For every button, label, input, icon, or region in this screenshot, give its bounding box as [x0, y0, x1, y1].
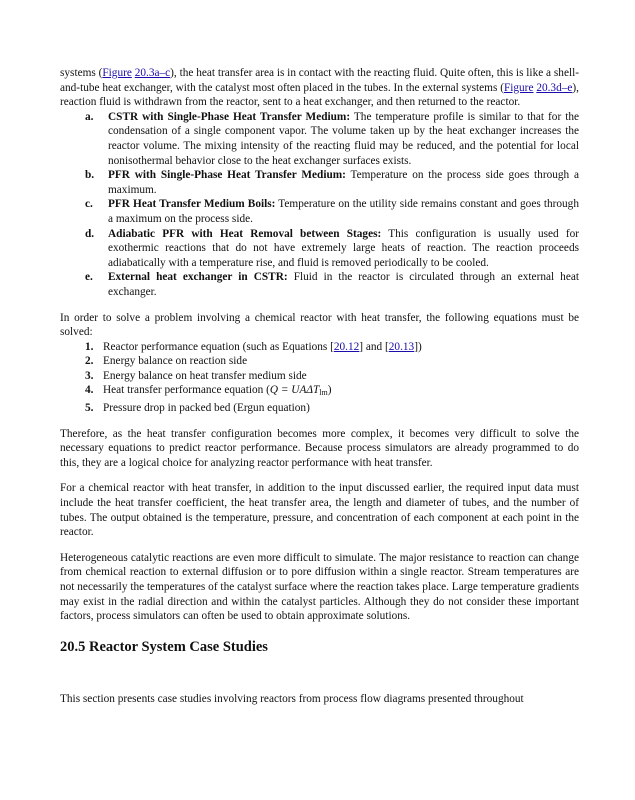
- intro-text: ), the heat transfer area is in contact with the reacting fluid. Quite often, this is like a shell-and-tube heat exchanger, with the catalyst most often placed in the tubes. In the external systems (: [60, 67, 580, 94]
- list-marker: 1.: [85, 340, 94, 353]
- list-item: [60, 110, 579, 168]
- equations-list: [60, 340, 579, 416]
- list-item-heading: PFR Heat Transfer Medium Boils:: [108, 198, 276, 211]
- list-item-text: ] and [: [359, 340, 389, 353]
- list-item: [60, 354, 579, 369]
- list-item: [60, 197, 579, 226]
- list-item-text: Temperature on the process side goes through a maximum.: [108, 169, 579, 196]
- list-marker: 3.: [85, 369, 94, 382]
- heat-transfer-formula: Q = UAΔT: [269, 384, 320, 397]
- intro-text: ), reaction fluid is withdrawn from the reactor, sent to a heat exchanger, and then returned to the reactor.: [60, 81, 579, 109]
- list-marker: 2.: [85, 355, 94, 368]
- intro-paragraph: [60, 66, 579, 110]
- list-item-heading: External heat exchanger in CSTR:: [108, 271, 288, 284]
- list-item-text: Energy balance on heat transfer medium side: [103, 369, 307, 382]
- figure-link[interactable]: Figure: [503, 81, 534, 94]
- figure-20-3d-e-link[interactable]: 20.3d–e: [536, 81, 573, 94]
- figure-link[interactable]: Figure: [102, 67, 132, 79]
- list-item-text: Reactor performance equation (such as Equations [: [103, 340, 334, 353]
- list-marker: c.: [85, 198, 93, 211]
- list-item-text: Pressure drop in packed bed (Ergun equation): [103, 402, 310, 415]
- complexity-paragraph: Therefore, as the heat transfer configuration becomes more complex, it becomes very difficult to solve the necessary equations to predict reactor performance. Because process simulators are already programmed to do this, they are a logical choice for analyzing reactor performance with heat transfer.: [60, 427, 579, 469]
- figure-20-3a-c-link[interactable]: 20.3a–c: [134, 67, 171, 79]
- list-item: [60, 340, 579, 355]
- equation-20-13-link[interactable]: 20.13: [388, 340, 415, 353]
- list-item-heading: PFR with Single-Phase Heat Transfer Medium:: [108, 169, 346, 182]
- list-item: [60, 227, 579, 271]
- list-item-text: Energy balance on reaction side: [103, 355, 248, 368]
- page-body: [60, 66, 579, 706]
- list-item-text: ): [327, 384, 332, 397]
- list-item: [60, 168, 579, 197]
- formula-subscript: lm: [319, 388, 328, 398]
- intro-text: systems (: [60, 67, 103, 79]
- list-item-text: ]): [414, 340, 422, 353]
- list-item-heading: CSTR with Single-Phase Heat Transfer Medium:: [108, 110, 351, 123]
- list-marker: 4.: [85, 384, 94, 397]
- list-item-text: Fluid in the reactor is circulated through an external heat exchanger.: [108, 271, 580, 298]
- list-item: [60, 369, 579, 384]
- equations-intro: In order to solve a problem involving a chemical reactor with heat transfer, the following equations must be solved:: [60, 311, 579, 339]
- equation-20-12-link[interactable]: 20.12: [333, 340, 360, 353]
- list-marker: d.: [85, 227, 95, 240]
- list-item-text: Heat transfer performance equation (: [103, 384, 270, 397]
- heterogeneous-paragraph: Heterogeneous catalytic reactions are even more difficult to simulate. The major resistance to reaction can change from chemical reaction to external diffusion or to pore diffusion within a single reactor. Stream temperatures are not necessarily the temperatures of the catalyst surface where the reaction takes place. Large temperature gradients may exist in the radial direction and within the catalyst particles. Although they do not consider these important factors, process simulators can often be used to obtain approximate solutions.: [60, 551, 579, 623]
- list-item: [60, 383, 579, 401]
- list-item-text: The temperature profile is similar to that for the condensation of a single component vapor. The volume taken up by the heat exchanger increases the reactor volume. The mixing intensity of the reacting fluid may be reduced, and the potential for local nonisothermal behavior close to the heat exchanger surfaces exists.: [108, 110, 579, 167]
- list-item-heading: Adiabatic PFR with Heat Removal between Stages:: [108, 227, 382, 240]
- list-marker: a.: [85, 110, 94, 123]
- list-item-text: Temperature on the utility side remains constant and goes through a maximum on the process side.: [108, 198, 579, 225]
- case-studies-paragraph: This section presents case studies involving reactors from process flow diagrams presented throughout: [60, 692, 524, 705]
- section-heading: 20.5 Reactor System Case Studies: [60, 638, 268, 655]
- list-marker: e.: [85, 271, 93, 284]
- list-item: [60, 270, 579, 299]
- input-data-paragraph: For a chemical reactor with heat transfer, in addition to the input discussed earlier, the required input data must include the heat transfer coefficient, the heat transfer area, the length and diameter of tubes, and the number of tubes. The output obtained is the temperature, pressure, and concentration of each component at each point in the reactor.: [60, 482, 579, 539]
- list-item-text: This configuration is usually used for exothermic reactions that do not have extremely large heats of reaction. The reaction proceeds adiabatically with a temperature rise, and fluid is removed periodically to be cooled.: [108, 227, 579, 269]
- list-item: [60, 401, 579, 416]
- configuration-list: [60, 110, 579, 300]
- list-marker: 5.: [85, 402, 94, 415]
- list-marker: b.: [85, 169, 95, 182]
